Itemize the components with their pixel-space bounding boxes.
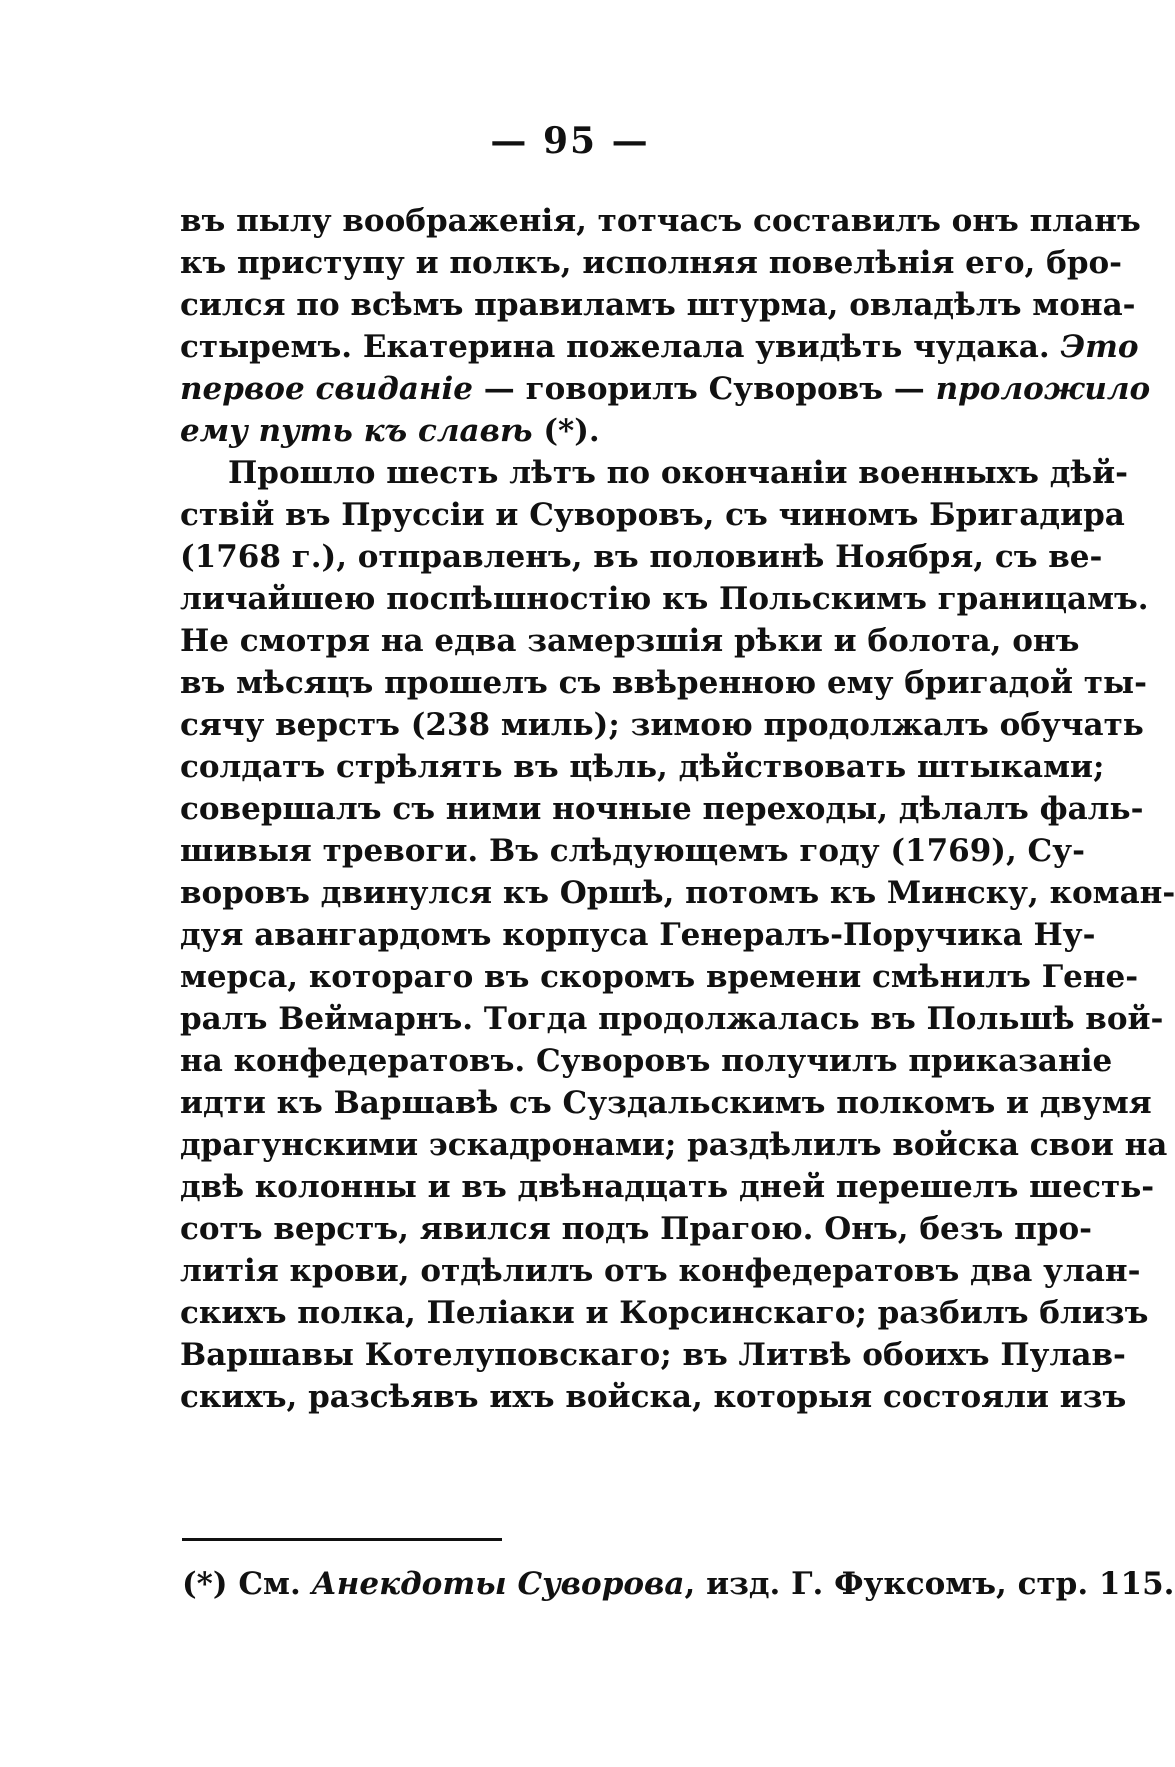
text-segment: Не смотря на едва замерзшія рѣки и болота, онъ <box>180 623 1080 659</box>
text-segment: дуя авангардомъ корпуса Генералъ-Поручика Ну- <box>180 917 1096 953</box>
text-line <box>180 242 1123 284</box>
text-line <box>180 452 1129 494</box>
text-line <box>180 326 1139 368</box>
text-segment: Варшавы Котелуповскаго; въ Литвѣ обоихъ Пулав- <box>180 1337 1126 1373</box>
text-line <box>180 662 1147 704</box>
text-segment: ствій въ Пруссіи и Суворовъ, съ чиномъ Бригадира <box>180 497 1125 533</box>
text-segment: идти къ Варшавѣ съ Суздальскимъ полкомъ и двумя <box>180 1085 1152 1121</box>
italic-segment: Это <box>1060 329 1139 365</box>
text-line <box>180 872 1175 914</box>
text-line <box>180 1208 1092 1250</box>
text-segment: личайшею поспѣшностію къ Польскимъ границамъ. <box>180 581 1149 617</box>
text-segment: ралъ Веймарнъ. Тогда продолжалась въ Польшѣ вой- <box>180 1001 1164 1037</box>
text-line <box>180 998 1164 1040</box>
text-line <box>180 1292 1149 1334</box>
text-line <box>180 1334 1126 1376</box>
text-line <box>180 578 1149 620</box>
text-segment: на конфедератовъ. Суворовъ получилъ приказаніе <box>180 1043 1113 1079</box>
footnote-divider <box>182 1538 502 1541</box>
text-line <box>180 284 1136 326</box>
text-segment: сячу верстъ (238 миль); зимою продолжалъ обучать <box>180 707 1144 743</box>
text-segment: стыремъ. Екатерина пожелала увидѣть чудака. <box>180 329 1061 365</box>
text-line <box>180 1124 1168 1166</box>
footnote <box>182 1562 1175 1606</box>
text-line <box>180 1250 1141 1292</box>
text-segment: двѣ колонны и въ двѣнадцать дней перешелъ шесть- <box>180 1169 1155 1205</box>
text-line <box>180 746 1105 788</box>
text-segment: сотъ верстъ, явился подъ Прагою. Онъ, безъ про- <box>180 1211 1092 1247</box>
text-segment: литія крови, отдѣлилъ отъ конфедератовъ два улан- <box>180 1253 1141 1289</box>
text-line <box>180 914 1096 956</box>
text-line <box>180 956 1139 998</box>
italic-segment: первое свиданіе <box>180 371 474 407</box>
text-segment: къ приступу и полкъ, исполняя повелѣнія его, бро- <box>180 245 1123 281</box>
text-line <box>180 1040 1113 1082</box>
text-line <box>180 1166 1155 1208</box>
text-line <box>180 494 1125 536</box>
text-segment: — говорилъ Суворовъ — <box>473 371 936 407</box>
footnote-rest: , изд. Г. Фуксомъ, стр. 115. <box>684 1566 1175 1602</box>
text-segment: въ пылу воображенія, тотчасъ составилъ онъ планъ <box>180 203 1141 239</box>
body-text <box>180 200 1175 1418</box>
text-segment: въ мѣсяцъ прошелъ съ ввѣренною ему бригадой ты- <box>180 665 1147 701</box>
text-line <box>180 1376 1127 1418</box>
text-segment: солдатъ стрѣлять въ цѣль, дѣйствовать штыками; <box>180 749 1105 785</box>
italic-segment: ему путь къ славѣ <box>180 413 533 449</box>
text-line <box>180 368 1151 410</box>
text-line <box>180 1082 1152 1124</box>
text-segment: совершалъ съ ними ночные переходы, дѣлалъ фаль- <box>180 791 1144 827</box>
text-line <box>180 410 1000 452</box>
text-line <box>180 620 1080 662</box>
italic-segment: проложило <box>935 371 1151 407</box>
page-number: — 95 — <box>490 120 650 162</box>
text-line <box>180 536 1103 578</box>
text-line <box>180 200 1141 242</box>
footnote-marker: (*) См. <box>182 1566 312 1602</box>
text-segment: (1768 г.), отправленъ, въ половинѣ Ноября, съ ве- <box>180 539 1103 575</box>
text-segment: шивыя тревоги. Въ слѣдующемъ году (1769), Су- <box>180 833 1085 869</box>
text-line <box>180 704 1144 746</box>
footnote-title: Анекдоты Суворова <box>311 1566 685 1602</box>
text-line <box>180 830 1085 872</box>
footnote-reference: (*). <box>532 413 600 449</box>
text-segment: скихъ полка, Пеліаки и Корсинскаго; разбилъ близъ <box>180 1295 1149 1331</box>
text-segment: воровъ двинулся къ Оршѣ, потомъ къ Минску, коман- <box>180 875 1175 911</box>
text-segment: мерса, котораго въ скоромъ времени смѣнилъ Гене- <box>180 959 1139 995</box>
text-segment: скихъ, разсѣявъ ихъ войска, которыя состояли изъ <box>180 1379 1127 1415</box>
text-segment: Прошло шесть лѣтъ по окончаніи военныхъ дѣй- <box>228 455 1129 491</box>
text-segment: драгунскими эскадронами; раздѣлилъ войска свои на <box>180 1127 1168 1163</box>
text-segment: сился по всѣмъ правиламъ штурма, овладѣлъ мона- <box>180 287 1136 323</box>
text-line <box>180 788 1144 830</box>
